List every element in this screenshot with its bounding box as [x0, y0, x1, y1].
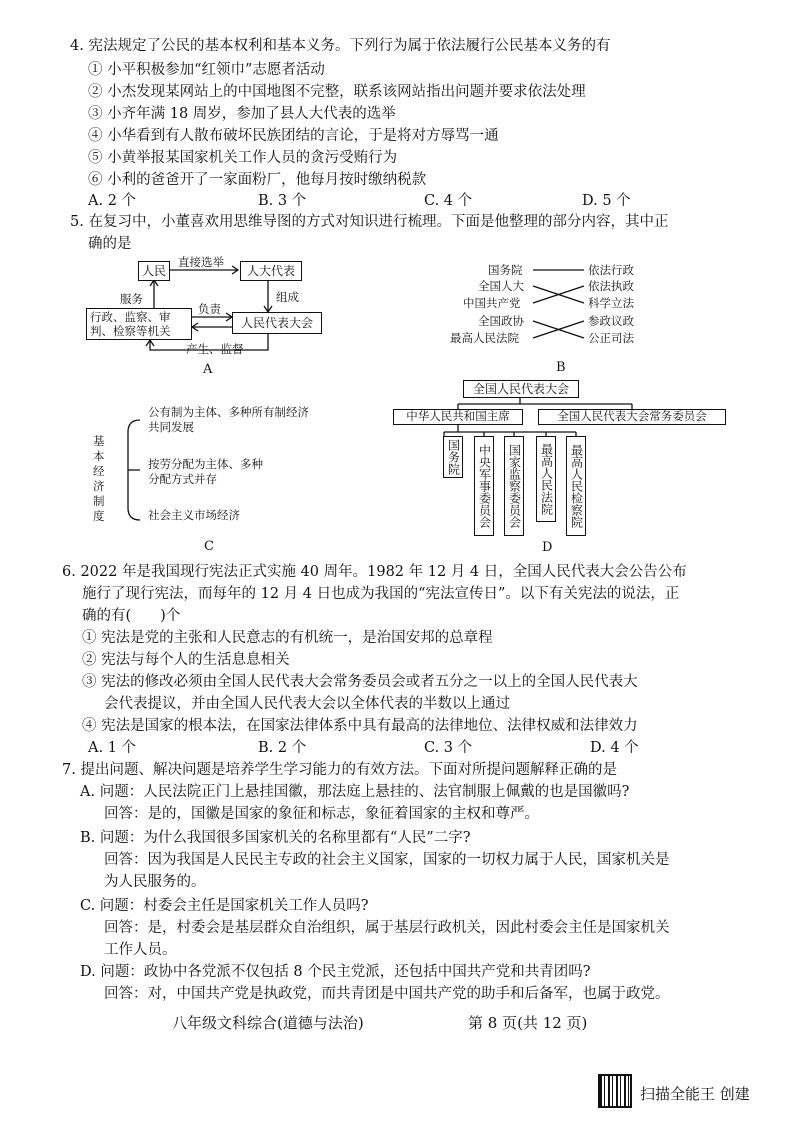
q7-line: 回答：是的，国徽是国家的象征和标志，象征着国家的主权和尊严。: [104, 806, 539, 822]
diagram-c-branch: 按劳分配为主体、多种分配方式并存: [148, 457, 263, 486]
diagram-d-third: 国务院: [443, 436, 463, 478]
q6-item: ① 宪法是党的主张和人民意志的有机统一，是治国安邦的总章程: [82, 630, 493, 646]
diagram-c-root: 基本经济制度: [93, 434, 105, 523]
q7-line: D. 问题：政协中各党派不仅包括 8 个民主党派，还包括中国共产党和共青团吗?: [80, 964, 591, 980]
q7-stem: 7. 提出问题、解决问题是培养学生学习能力的有效方法。下面对所提问题解释正确的是: [62, 762, 617, 778]
q6-item: ② 宪法与每个人的生活息息相关: [82, 652, 290, 668]
q6-stem: 6. 2022 年是我国现行宪法正式实施 40 周年。1982 年 12 月 4 日，全国人民代表大会公告公布: [62, 564, 687, 580]
q6-item: ③ 宪法的修改必须由全国人民代表大会常务委员会或者五分之一以上的全国人民代表大: [82, 674, 638, 690]
q4-item: ⑥ 小利的爸爸开了一家面粉厂，他每月按时缴纳税款: [88, 172, 427, 188]
diagram-d-third: 中央军事委员会: [474, 436, 494, 536]
diagram-d-second: 中华人民共和国主席: [393, 409, 523, 425]
q4-option: B. 3 个: [258, 193, 307, 209]
q5-stem-cont: 确的是: [88, 236, 132, 252]
q6-stem-cont: 确的有( )个: [82, 608, 181, 624]
diagram-d-third: 国家监察委员会: [504, 436, 524, 536]
q4-stem: 4. 宪法规定了公民的基本权利和基本义务。下列行为属于依法履行公民基本义务的有: [70, 38, 611, 54]
diagram-a-label: A: [203, 362, 213, 377]
q6-option: B. 2 个: [258, 740, 307, 756]
diagram-b-left-item: 中国共产党: [463, 296, 521, 310]
diagram-a-direct-election: 直接选举: [178, 255, 224, 269]
diagram-b-right-item: 参政议政: [588, 314, 634, 328]
q6-option: D. 4 个: [590, 740, 639, 756]
diagram-a-responsible: 负责: [198, 302, 221, 316]
diagram-a-deputies: 人大代表: [240, 261, 302, 281]
q6-stem-cont: 施行了现行宪法，而每年的 12 月 4 日也成为我国的“宪法宣传日”。以下有关宪法的说法，正: [82, 586, 680, 602]
q7-line: C. 问题：村委会主任是国家机关工作人员吗?: [80, 898, 369, 914]
q5-stem: 5. 在复习中，小董喜欢用思维导图的方式对知识进行梳理。下面是他整理的部分内容，其中正: [70, 214, 669, 230]
diagram-d-third: 最高人民检察院: [566, 436, 586, 536]
scanner-watermark: 扫描全能王 创建: [640, 1085, 750, 1103]
q7-line: A. 问题：人民法院正门上悬挂国徽，那法庭上悬挂的、法官制服上佩戴的也是国徽吗?: [80, 784, 630, 800]
diagram-a-organs: 行政、监察、审判、检察等机关: [86, 308, 192, 340]
diagram-b-left-item: 国务院: [488, 263, 523, 277]
q7-line: 回答：因为我国是人民民主专政的社会主义国家，国家的一切权力属于人民，国家机关是: [104, 852, 670, 868]
q4-item: ① 小平积极参加“红领巾”志愿者活动: [88, 62, 325, 78]
diagram-b-right-item: 依法行政: [588, 263, 634, 277]
q7-line: 工作人员。: [104, 942, 177, 958]
footer-subject: 八年级文科综合(道德与法治): [172, 1014, 364, 1032]
q4-option: D. 5 个: [582, 193, 631, 209]
footer-page-number: 第 8 页(共 12 页): [468, 1014, 588, 1032]
q4-item: ④ 小华看到有人散布破坏民族团结的言论，于是将对方辱骂一通: [88, 128, 499, 144]
diagram-a-people: 人民: [138, 261, 170, 281]
q7-line: B. 问题：为什么我国很多国家机关的名称里都有“人民”二字?: [80, 830, 471, 846]
diagram-b-right-item: 依法执政: [588, 279, 634, 293]
diagram-b-left-item: 全国政协: [478, 314, 524, 328]
q7-line: 回答：对，中国共产党是执政党，而共青团是中国共产党的助手和后备军，也属于政党。: [104, 986, 670, 1002]
q7-line: 回答：是，村委会是基层群众自治组织，属于基层行政机关，因此村委会主任是国家机关: [104, 920, 670, 936]
q6-item: ④ 宪法是国家的根本法，在国家法律体系中具有最高的法律地位、法律权威和法律效力: [82, 718, 638, 734]
diagram-a-serve: 服务: [120, 292, 143, 306]
diagram-d-label: D: [542, 540, 553, 555]
diagram-b-right-item: 公正司法: [588, 331, 634, 345]
diagram-b-label: B: [556, 360, 566, 375]
diagram-b-left-item: 最高人民法院: [450, 331, 519, 345]
diagram-c-label: C: [204, 539, 214, 554]
qr-code-icon: [598, 1074, 632, 1108]
q4-item: ⑤ 小黄举报某国家机关工作人员的贪污受贿行为: [88, 150, 398, 166]
diagram-d-top: 全国人民代表大会: [463, 380, 579, 398]
diagram-b-right-item: 科学立法: [588, 296, 634, 310]
q4-option: A. 2 个: [88, 193, 137, 209]
q6-option: A. 1 个: [88, 740, 137, 756]
q6-item-cont: 会代表提议，并由全国人民代表大会以全体代表的半数以上通过: [104, 696, 510, 712]
diagram-d-second: 全国人民代表大会常务委员会: [538, 409, 726, 425]
q6-option: C. 3 个: [424, 740, 473, 756]
q4-item: ③ 小齐年满 18 周岁，参加了县人大代表的选举: [88, 106, 396, 122]
diagram-a-compose: 组成: [276, 290, 299, 304]
diagram-b-left-item: 全国人大: [478, 279, 524, 293]
q4-item: ② 小杰发现某网站上的中国地图不完整，联系该网站指出问题并要求依法处理: [88, 84, 586, 100]
q4-option: C. 4 个: [424, 193, 473, 209]
diagram-a-produce-supervise: 产生、监督: [186, 342, 244, 356]
diagram-c-branch: 公有制为主体、多种所有制经济共同发展: [148, 405, 309, 434]
diagram-c-branch: 社会主义市场经济: [148, 508, 240, 522]
diagram-d-third: 最高人民法院: [536, 436, 556, 522]
diagram-a-congress: 人民代表大会: [232, 312, 322, 334]
q7-line: 为人民服务的。: [104, 874, 206, 890]
